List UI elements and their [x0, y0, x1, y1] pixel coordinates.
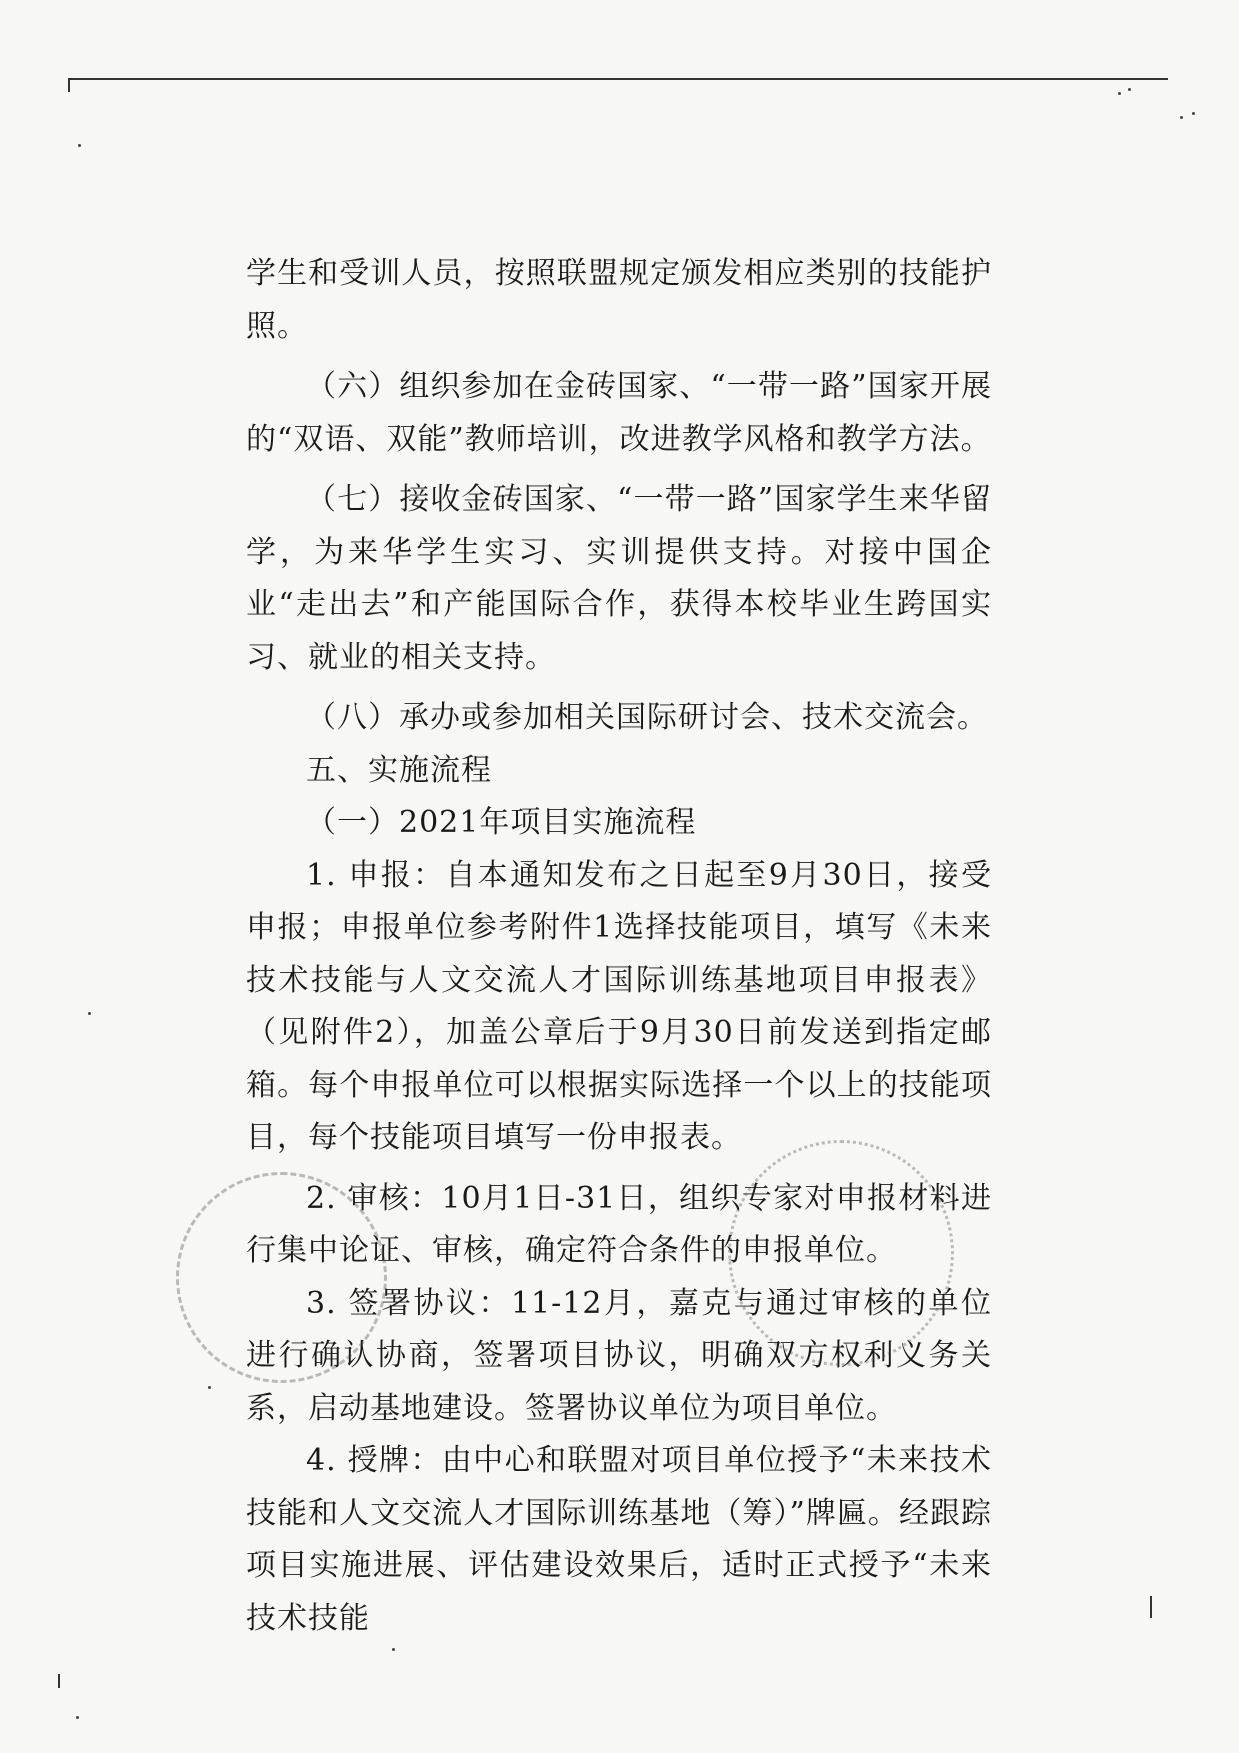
scan-speck [76, 1716, 79, 1719]
scan-speck [78, 144, 81, 147]
paragraph-item-6: （六）组织参加在金砖国家、“一带一路”国家开展的“双语、双能”教师培训，改进教学风格和教学方法。 [246, 369, 992, 457]
document-body [246, 248, 992, 1645]
paragraph-continuation: 学生和受训人员，按照联盟规定颁发相应类别的技能护照。 [246, 256, 992, 344]
scan-edge-mark [1150, 1596, 1152, 1618]
paragraph-item-7: （七）接收金砖国家、“一带一路”国家学生来华留学，为来华学生实习、实训提供支持。对接中国企业“走出去”和产能国际合作，获得本校毕业生跨国实习、就业的相关支持。 [246, 482, 992, 675]
section-heading: 五、实施流程 [306, 752, 492, 788]
scan-speck [1180, 116, 1183, 119]
header-rule [68, 78, 1168, 80]
step-1-application: 1. 申报：自本通知发布之日起至9月30日，接受申报；申报单位参考附件1选择技能项目，填写《未来技术技能与人文交流人才国际训练基地项目申报表》（见附件2），加盖公章后于9月30日前发送到指定邮箱。每个申报单位可以根据实际选择一个以上的技能项目，每个技能项目填写一份申报表。 [246, 857, 992, 1155]
header-rule-tick [68, 78, 70, 92]
paragraph-item-8: （八）承办或参加相关国际研讨会、技术交流会。 [306, 700, 988, 735]
scan-edge-mark [58, 1674, 60, 1688]
scan-speck [88, 1012, 91, 1015]
scan-speck [208, 1386, 211, 1389]
subsection-heading: （一）2021年项目实施流程 [306, 805, 697, 840]
scan-speck [392, 1648, 395, 1651]
step-4-plaque: 4. 授牌：由中心和联盟对项目单位授予“未来技术技能和人文交流人才国际训练基地（筹）”牌匾。经跟踪项目实施进展、评估建设效果后，适时正式授予“未来技术技能 [246, 1443, 992, 1636]
step-2-review: 2. 审核：10月1日-31日，组织专家对申报材料进行集中论证、审核，确定符合条件的申报单位。 [246, 1180, 992, 1268]
step-3-agreement: 3. 签署协议：11-12月，嘉克与通过审核的单位进行确认协商，签署项目协议，明确双方权利义务关系，启动基地建设。签署协议单位为项目单位。 [246, 1285, 992, 1426]
scan-speck [1118, 92, 1121, 95]
scan-speck [1128, 88, 1131, 91]
scan-speck [1192, 112, 1195, 115]
